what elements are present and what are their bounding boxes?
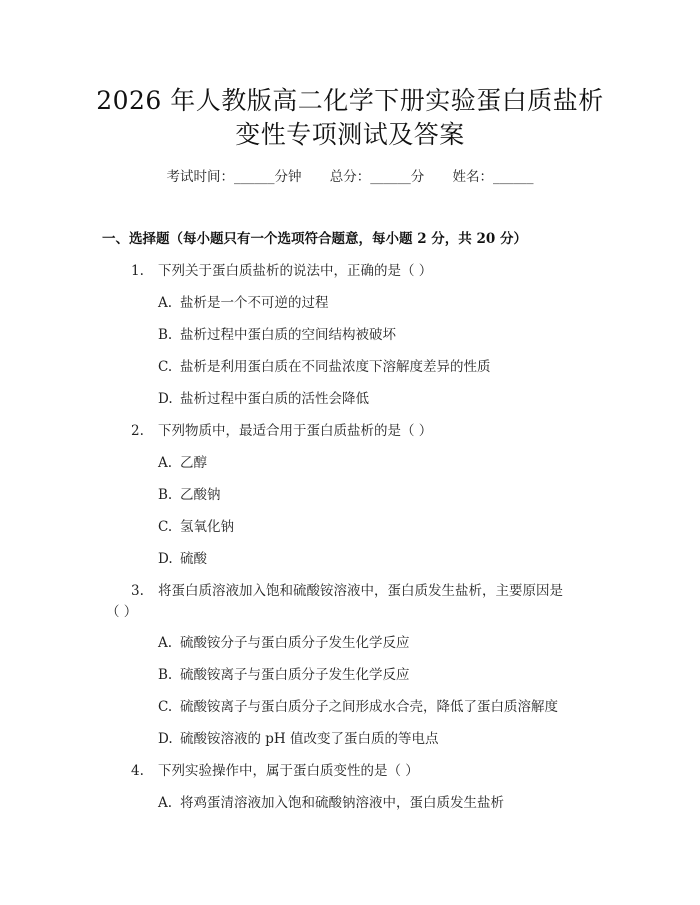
option-text: 乙酸钠 xyxy=(180,487,221,503)
option-text: 硫酸铵溶液的 pH 值改变了蛋白质的等电点 xyxy=(180,731,439,747)
option-letter: A. xyxy=(158,635,173,651)
question-number: 1. xyxy=(131,263,144,279)
question-text: 将蛋白质溶液加入饱和硫酸铵溶液中，蛋白质发生盐析，主要原因是 xyxy=(158,583,563,599)
document-title-line2: 变性专项测试及答案 xyxy=(235,120,465,149)
answer-option xyxy=(158,452,207,474)
question-text-continuation: （ ） xyxy=(106,604,138,620)
option-letter: D. xyxy=(158,391,173,407)
option-letter: C. xyxy=(158,359,173,375)
option-text: 盐析是利用蛋白质在不同盐浓度下溶解度差异的性质 xyxy=(180,359,491,375)
answer-option xyxy=(158,324,396,346)
option-text: 硫酸铵离子与蛋白质分子之间形成水合壳，降低了蛋白质溶解度 xyxy=(180,699,558,715)
option-text: 硫酸 xyxy=(180,551,207,567)
answer-option xyxy=(158,484,221,506)
answer-option xyxy=(158,516,234,538)
answer-option xyxy=(158,728,439,750)
option-text: 乙醇 xyxy=(180,455,207,471)
student-name-field: 姓名：______ xyxy=(452,169,534,185)
option-text: 硫酸铵离子与蛋白质分子发生化学反应 xyxy=(180,667,410,683)
question-number: 4. xyxy=(131,763,144,779)
option-letter: A. xyxy=(158,795,173,811)
answer-option xyxy=(158,792,504,814)
option-letter: B. xyxy=(158,667,173,683)
option-letter: B. xyxy=(158,327,173,343)
option-text: 氢氧化钠 xyxy=(180,519,234,535)
section-heading: 一、选择题（每小题只有一个选项符合题意，每小题 2 分，共 20 分） xyxy=(102,231,527,247)
option-text: 盐析是一个不可逆的过程 xyxy=(180,295,329,311)
option-text: 盐析过程中蛋白质的空间结构被破坏 xyxy=(180,327,396,343)
option-letter: B. xyxy=(158,487,173,503)
option-letter: A. xyxy=(158,295,173,311)
answer-option xyxy=(158,664,410,686)
question-text: 下列实验操作中，属于蛋白质变性的是（ ） xyxy=(158,763,419,779)
answer-option xyxy=(158,356,491,378)
question-text: 下列关于蛋白质盐析的说法中，正确的是（ ） xyxy=(158,263,433,279)
question-text: 下列物质中，最适合用于蛋白质盐析的是（ ） xyxy=(158,423,433,439)
question-number: 3. xyxy=(131,583,144,599)
option-letter: A. xyxy=(158,455,173,471)
question-number: 2. xyxy=(131,423,144,439)
document-title-line1: 2026 年人教版高二化学下册实验蛋白质盐析 xyxy=(96,86,604,115)
option-text: 硫酸铵分子与蛋白质分子发生化学反应 xyxy=(180,635,410,651)
exam-time-field: 考试时间：______分钟 xyxy=(166,169,302,185)
option-text: 盐析过程中蛋白质的活性会降低 xyxy=(180,391,369,407)
answer-option xyxy=(158,292,329,314)
answer-option xyxy=(158,388,369,410)
option-letter: D. xyxy=(158,731,173,747)
exam-meta-row xyxy=(0,166,700,188)
option-text: 将鸡蛋清溶液加入饱和硫酸钠溶液中，蛋白质发生盐析 xyxy=(180,795,504,811)
answer-option xyxy=(158,696,558,718)
total-score-field: 总分：______分 xyxy=(329,169,425,185)
option-letter: C. xyxy=(158,519,173,535)
option-letter: C. xyxy=(158,699,173,715)
option-letter: D. xyxy=(158,551,173,567)
answer-option xyxy=(158,548,207,570)
answer-option xyxy=(158,632,410,654)
